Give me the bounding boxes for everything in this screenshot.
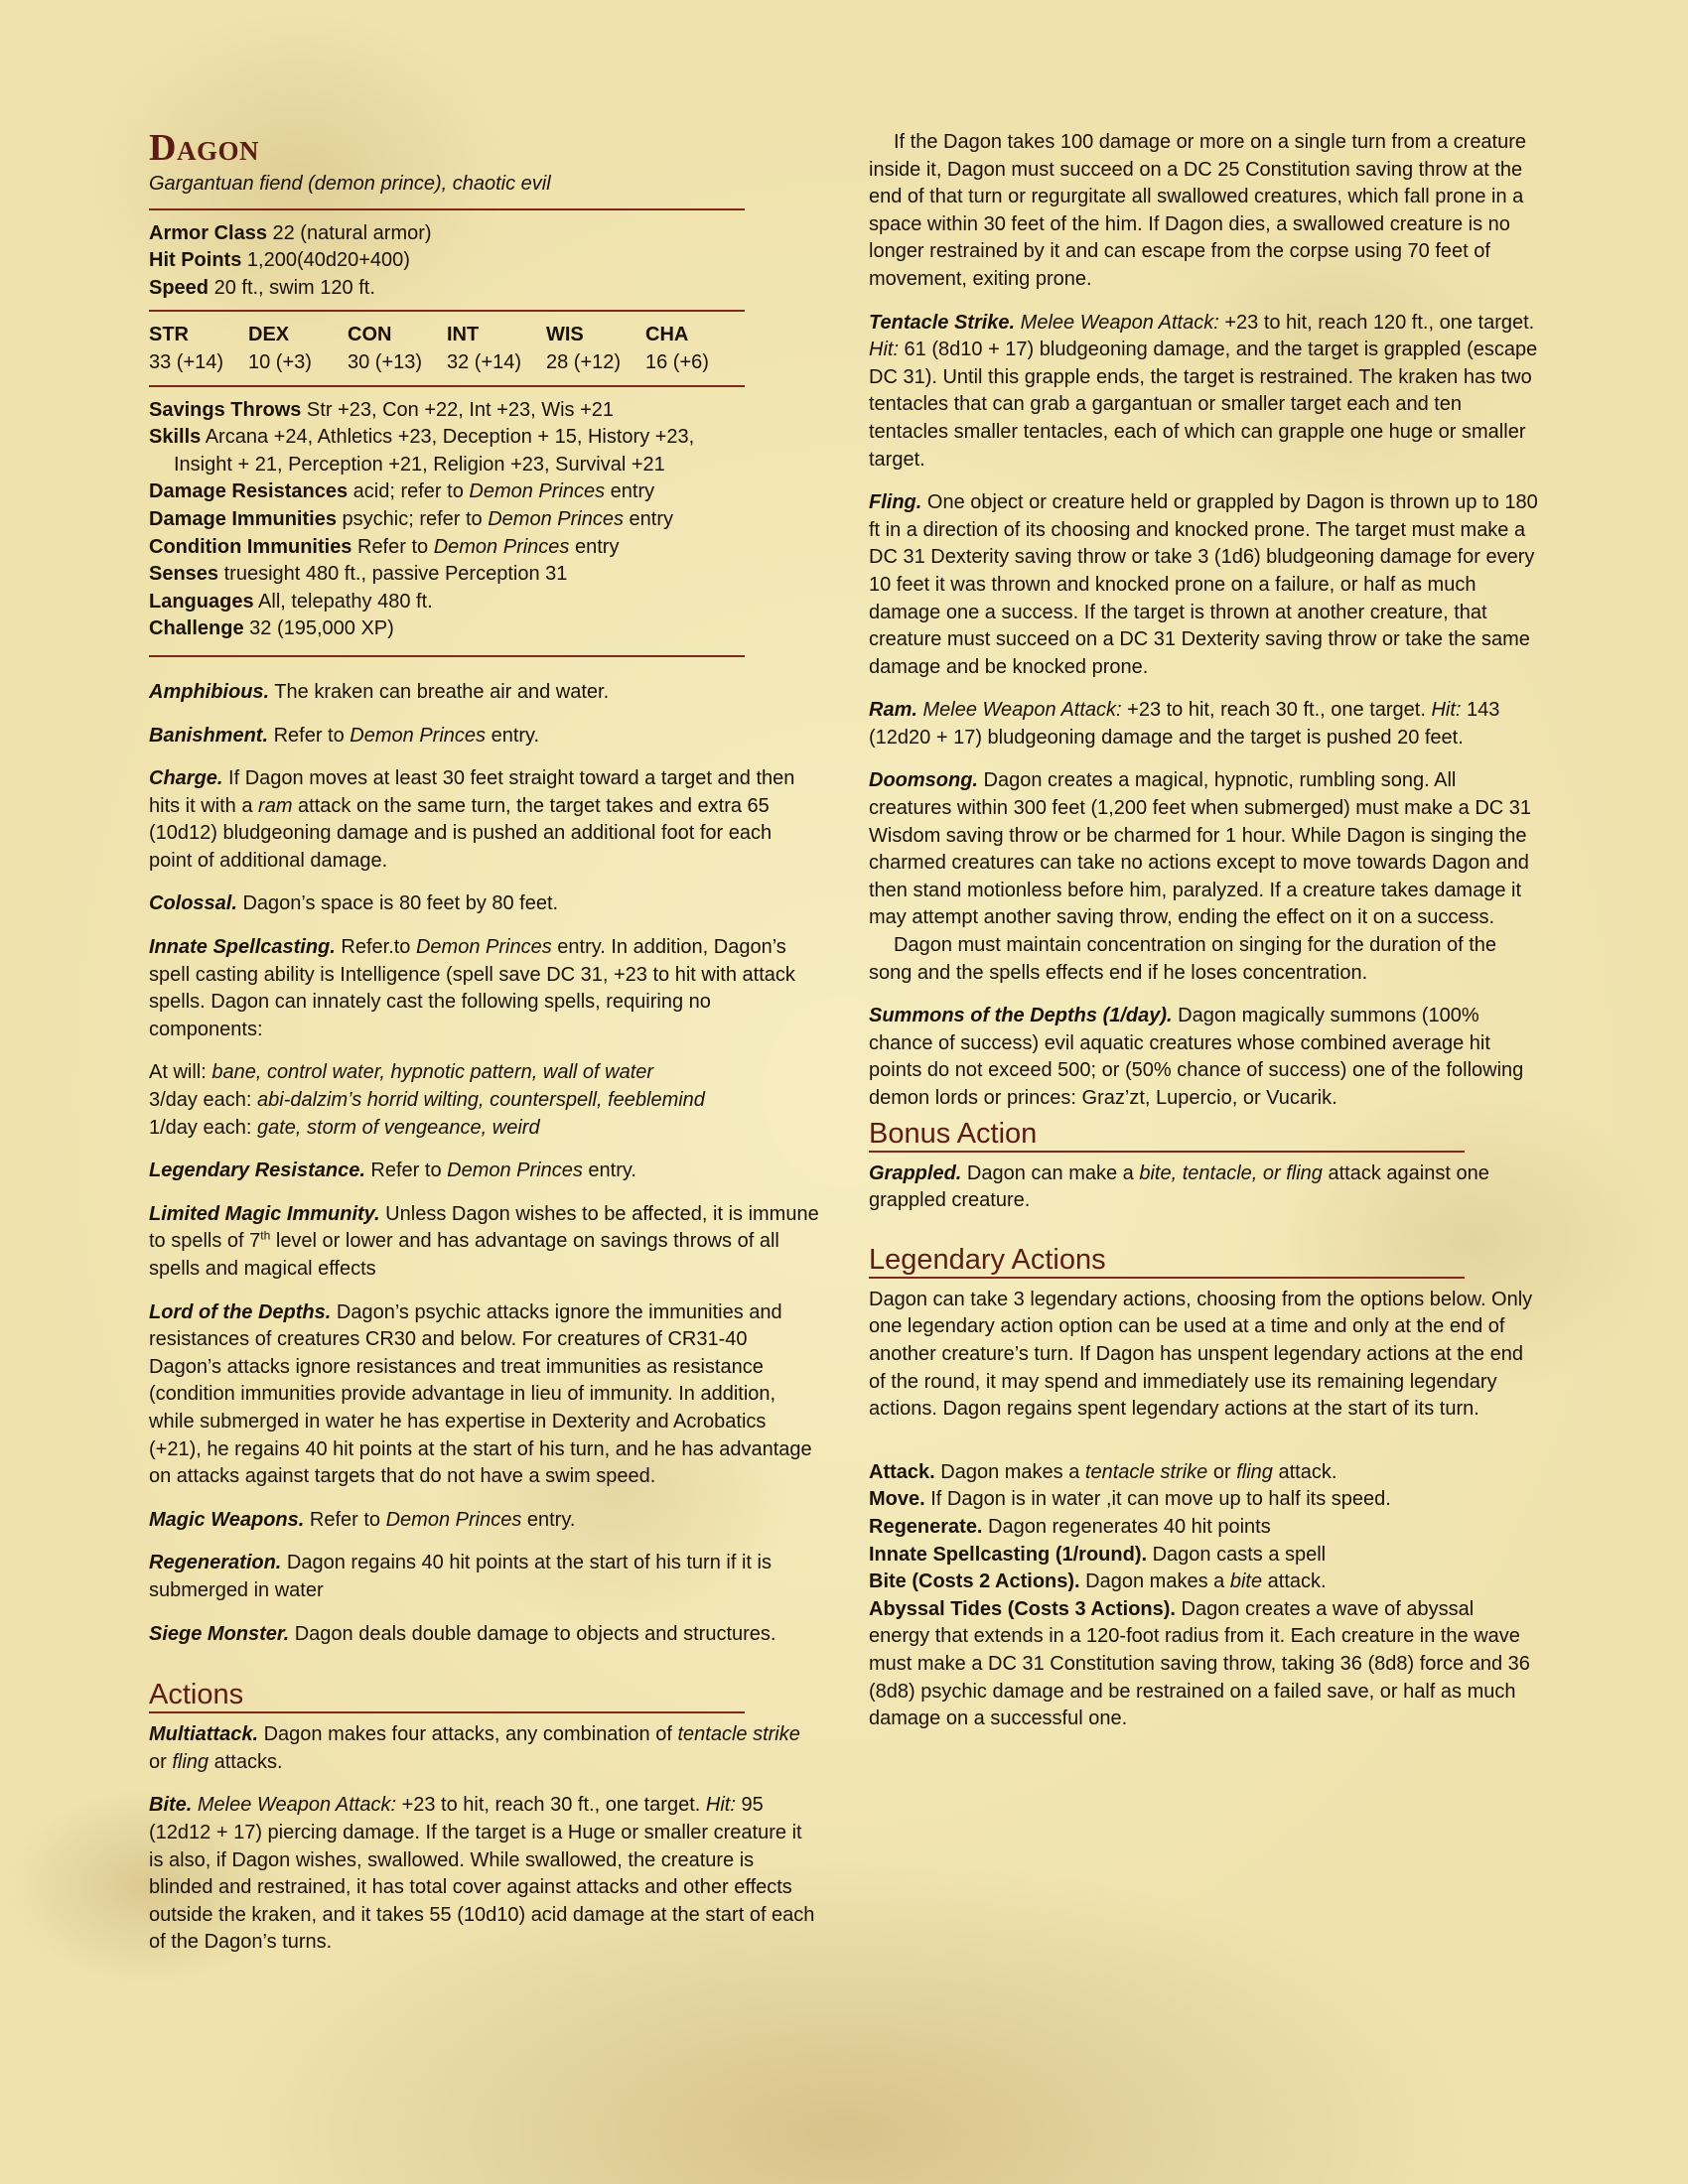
ability-labels xyxy=(149,322,745,349)
trait-innate-spellcasting: Innate Spellcasting. Refer.to Demon Princes entry. In addition, Dagon’s spell casting ability is Intelligence (spell save DC 31, +23 to hit with attack spells. Dagon can innately cast the following spells, requiring no components: xyxy=(149,936,795,1040)
legendary-bite: Bite (Costs 2 Actions). Dagon makes a bite attack. xyxy=(869,1570,1327,1593)
action-multiattack: Multiattack. Dagon makes four attacks, any combination of tentacle strike or fling attacks. xyxy=(149,1723,800,1773)
monster-type: Gargantuan fiend (demon prince), chaotic evil xyxy=(149,173,551,195)
ability-value: 30 (+13) xyxy=(348,350,423,373)
action-bite: Bite. Melee Weapon Attack: +23 to hit, reach 30 ft., one target. Hit: 95 (12d12 + 17) piercing damage. If the target is a Huge or smaller creature it is also, if Dagon wishes, swallowed. While swallowed, the creature is blinded and restrained, it has total cover against attacks and other effects outside the kraken, and it takes 55 (10d10) acid damage at the start of each of the Dagon’s turns. xyxy=(149,1794,815,1954)
action-summons: Summons of the Depths (1/day). Dagon magically summons (100% chance of success) evil aquatic creatures whose combined average hit points do not exceed 500; or (50% chance of success) one of the following demon lords or princes: Graz’zt, Lupercio, or Vucarik. xyxy=(869,1005,1524,1109)
bonus-action-heading: Bonus Action xyxy=(869,1117,1465,1153)
ability-value: 10 (+3) xyxy=(248,350,312,373)
skills: Skills Arcana +24, Athletics +23, Deception + 15, History +23, xyxy=(149,426,695,449)
legendary-attack: Attack. Dagon makes a tentacle strike or fling attack. xyxy=(869,1460,1337,1483)
divider xyxy=(149,208,745,210)
ability-values xyxy=(149,349,745,377)
spell-3-day: 3/day each: abi-dalzim’s horrid wilting, counterspell, feeblemind xyxy=(149,1089,705,1112)
damage-resistances: Damage Resistances acid; refer to Demon Princes entry xyxy=(149,480,655,503)
trait-banishment: Banishment. Refer to Demon Princes entry. xyxy=(149,724,540,747)
saving-throws: Savings Throws Str +23, Con +22, Int +23, Wis +21 xyxy=(149,398,615,421)
spell-at-will: At will: bane, control water, hypnotic pattern, wall of water xyxy=(149,1061,654,1084)
ability-value: 16 (+6) xyxy=(645,350,709,373)
trait-charge: Charge. If Dagon moves at least 30 feet straight toward a target and then hits it with a ram attack on the same turn, the target takes and extra 65 (10d12) bludgeoning damage and is pushed an additional foot for each point of additional damage. xyxy=(149,767,795,872)
challenge: Challenge 32 (195,000 XP) xyxy=(149,617,394,640)
spell-1-day: 1/day each: gate, storm of vengeance, weird xyxy=(149,1116,540,1139)
condition-immunities: Condition Immunities Refer to Demon Princes entry xyxy=(149,535,620,558)
ability-label: WIS xyxy=(546,324,584,346)
divider xyxy=(149,655,745,657)
ability-value: 28 (+12) xyxy=(546,350,622,373)
speed: Speed 20 ft., swim 120 ft. xyxy=(149,276,375,299)
legendary-actions-heading: Legendary Actions xyxy=(869,1243,1465,1279)
trait-regeneration: Regeneration. Dagon regains 40 hit points at the start of his turn if it is submerged in water xyxy=(149,1552,772,1601)
left-column xyxy=(149,127,819,1957)
legendary-innate-spellcasting: Innate Spellcasting (1/round). Dagon casts a spell xyxy=(869,1543,1327,1566)
divider xyxy=(149,385,745,387)
trait-magic-weapons: Magic Weapons. Refer to Demon Princes entry. xyxy=(149,1508,576,1531)
action-doomsong: Doomsong. Dagon creates a magical, hypnotic, rumbling song. All creatures within 300 feet (1,200 feet when submerged) must make a DC 31 Wisdom saving throw or be charmed for 1 hour. While Dagon is singing the charmed creatures can take no actions except to move towards Dagon and then stand motionless before him, paralyzed. If a creature takes damage it may attempt another saving throw, ending the effect on it on a success. xyxy=(869,769,1532,929)
trait-legendary-resistance: Legendary Resistance. Refer to Demon Princes entry. xyxy=(149,1160,636,1182)
ability-label: CHA xyxy=(645,324,689,346)
legendary-list xyxy=(869,1459,1539,1733)
ability-label: INT xyxy=(447,324,480,346)
ability-value: 32 (+14) xyxy=(447,350,522,373)
monster-name: Dagon xyxy=(149,127,259,169)
legendary-regenerate: Regenerate. Dagon regenerates 40 hit points xyxy=(869,1515,1271,1538)
action-doomsong-continued: Dagon must maintain concentration on singing for the duration of the song and the spells effects end if he loses concentration. xyxy=(869,934,1497,984)
armor-class: Armor Class 22 (natural armor) xyxy=(149,221,432,244)
ability-label: DEX xyxy=(248,324,290,346)
ability-label: CON xyxy=(348,324,392,346)
trait-colossal: Colossal. Dagon’s space is 80 feet by 80 feet. xyxy=(149,892,559,915)
damage-immunities: Damage Immunities psychic; refer to Demon Princes entry xyxy=(149,507,673,530)
senses: Senses truesight 480 ft., passive Perception 31 xyxy=(149,563,568,586)
legendary-abyssal-tides: Abyssal Tides (Costs 3 Actions). Dagon creates a wave of abyssal energy that extends in a 120-foot radius from it. Each creature in the wave must make a DC 31 Constitution saving throw, taking 36 (8d8) force and 36 (8d8) psychic damage and be restrained on a failed save, or half as much damage on a successful one. xyxy=(869,1597,1530,1730)
languages: Languages All, telepathy 480 ft. xyxy=(149,590,433,613)
trait-siege-monster: Siege Monster. Dagon deals double damage to objects and structures. xyxy=(149,1622,776,1645)
action-tentacle-strike: Tentacle Strike. Melee Weapon Attack: +23 to hit, reach 120 ft., one target. Hit: 61 (8d10 + 17) bludgeoning damage, and the target is grappled (escape DC 31). Until this grapple ends, the target is restrained. The kraken has two tentacles that can grab a gargantuan or smaller target each and ten tentacles smaller tentacles, each of which can grapple one huge or smaller target. xyxy=(869,311,1538,471)
legendary-move: Move. If Dagon is in water ,it can move up to half its speed. xyxy=(869,1488,1391,1511)
skills-continued: Insight + 21, Perception +21, Religion +23, Survival +21 xyxy=(174,453,665,476)
divider xyxy=(149,310,745,312)
action-bite-continued: If the Dagon takes 100 damage or more on a single turn from a creature inside it, Dagon must succeed on a DC 25 Constitution saving throw at the end of that turn or regurgitate all swallowed creatures, which fall prone in a space within 30 feet of the him. If Dagon dies, a swallowed creature is no longer restrained by it and can escape from the corpse using 70 feet of movement, exiting prone. xyxy=(869,131,1527,290)
bonus-grappled: Grappled. Dagon can make a bite, tentacle, or fling attack against one grappled creature. xyxy=(869,1161,1489,1212)
trait-amphibious: Amphibious. The kraken can breathe air and water. xyxy=(149,680,610,703)
hit-points: Hit Points 1,200(40d20+400) xyxy=(149,249,410,272)
ability-label: STR xyxy=(149,324,189,346)
right-column xyxy=(869,129,1539,1733)
actions-heading: Actions xyxy=(149,1678,745,1713)
action-ram: Ram. Melee Weapon Attack: +23 to hit, reach 30 ft., one target. Hit: 143 (12d20 + 17) bludgeoning damage and the target is pushed 20 feet. xyxy=(869,699,1500,749)
legendary-intro: Dagon can take 3 legendary actions, choosing from the options below. Only one legendary action option can be used at a time and only at the end of another creature’s turn. If Dagon has unspent legendary actions at the end of the round, it may spend and immediately use its remaining legendary actions. Dagon regains spent legendary actions at the start of its turn. xyxy=(869,1288,1533,1421)
trait-limited-magic-immunity: Limited Magic Immunity. Unless Dagon wishes to be affected, it is immune to spells of 7th level or lower and has advantage on savings throws of all spells and magical effects xyxy=(149,1202,819,1280)
trait-lord-of-the-depths: Lord of the Depths. Dagon’s psychic attacks ignore the immunities and resistances of creatures CR30 and below. For creatures of CR31-40 Dagon’s attacks ignore resistances and treat immunities as resistance (condition immunities provide advantage in lieu of immunity. In addition, while submerged in water he has expertise in Dexterity and Acrobatics (+21), he regains 40 hit points at the start of his turn, and he has advantage on attacks against targets that do not have a swim speed. xyxy=(149,1300,812,1488)
ability-value: 33 (+14) xyxy=(149,350,224,373)
action-fling: Fling. One object or creature held or grappled by Dagon is thrown up to 180 ft in a direction of its choosing and knocked prone. The target must make a DC 31 Dexterity saving throw or take 3 (1d6) bludgeoning damage for every 10 feet it was thrown and knocked prone on a failure, or half as much damage one a success. If the target is thrown at another creature, that creature must succeed on a DC 31 Dexterity saving throw or take the same damage and be knocked prone. xyxy=(869,491,1538,678)
